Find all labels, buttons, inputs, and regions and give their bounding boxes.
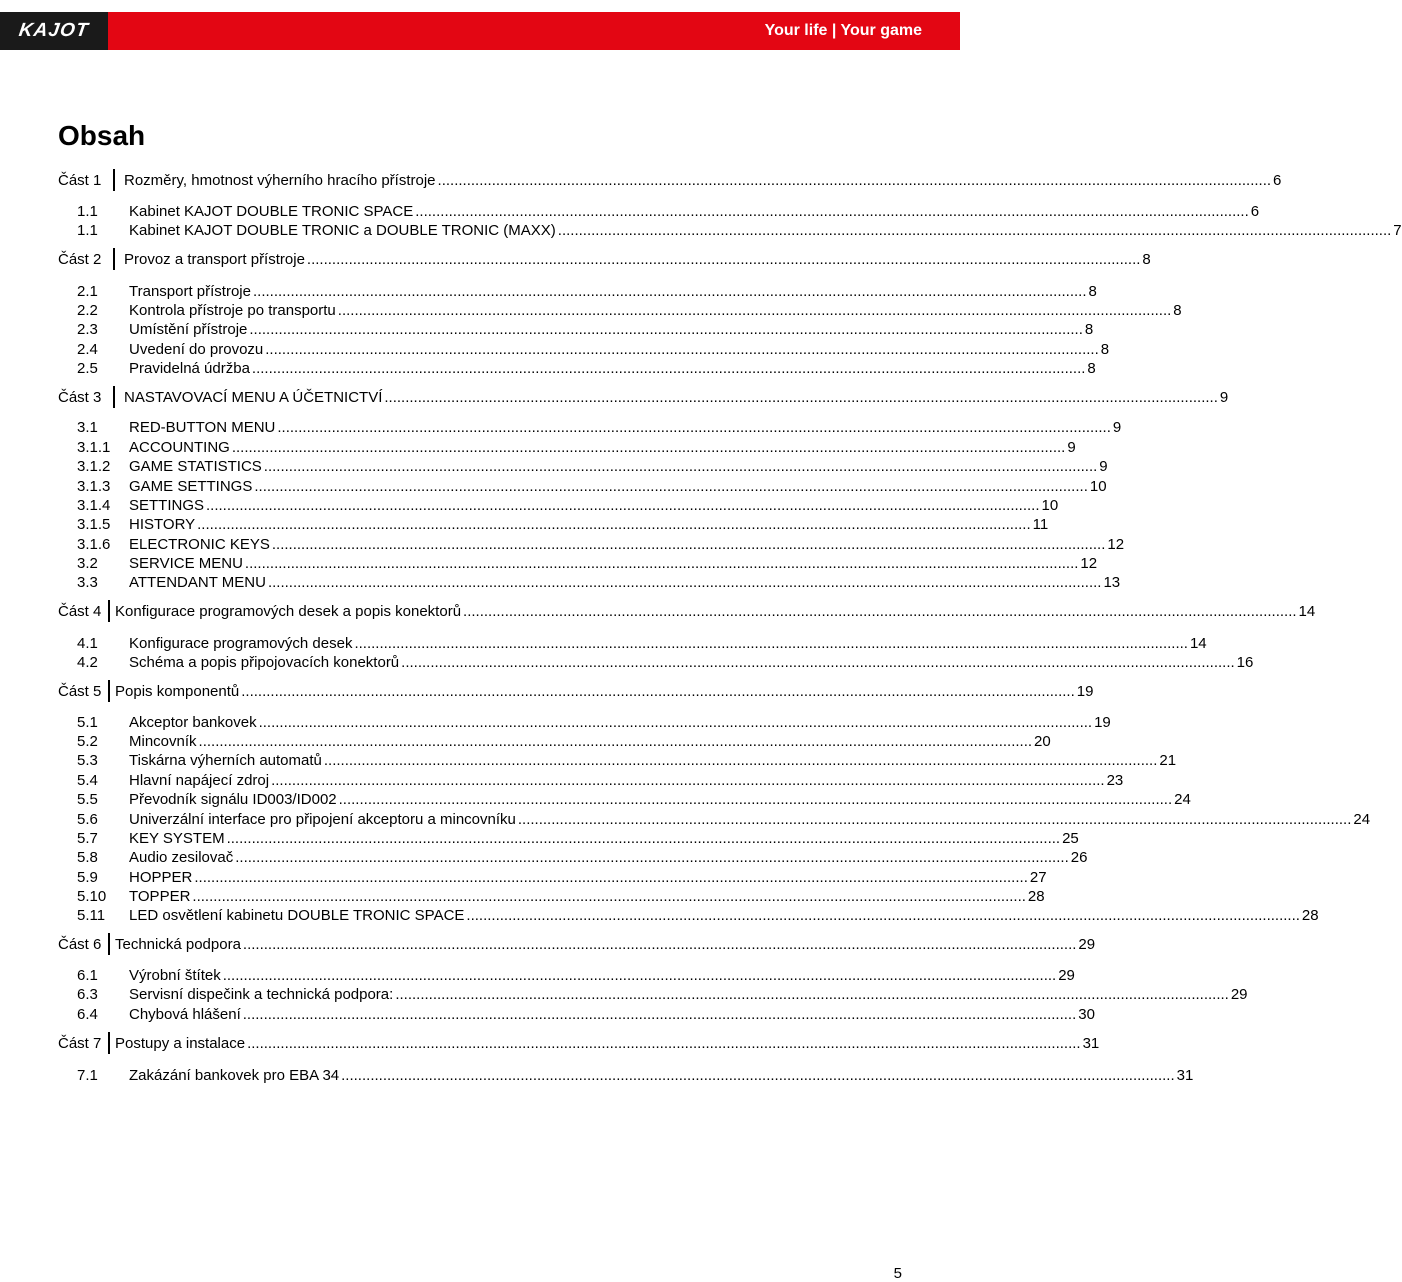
toc-number: Část 7	[58, 1035, 102, 1052]
dot-leader: ........................................................................................................................................................................................................	[395, 986, 1229, 1003]
toc-label: Převodník signálu ID003/ID002	[129, 791, 337, 808]
toc-number: 3.3	[77, 574, 98, 591]
toc-line	[129, 810, 1371, 830]
toc-page-number: 31	[1082, 1035, 1100, 1052]
part-separator-line	[108, 600, 110, 622]
toc-entry[interactable]	[0, 634, 1207, 654]
part-separator-line	[113, 386, 115, 408]
dot-leader: ........................................................................................................................................................................................................	[197, 516, 1031, 533]
toc-label: ELECTRONIC KEYS	[129, 536, 270, 553]
toc-entry[interactable]	[0, 535, 1125, 555]
dot-leader: ........................................................................................................................................................................................................	[267, 574, 1102, 591]
page-title: Obsah	[58, 120, 146, 151]
dot-leader: ........................................................................................................................................................................................................	[254, 478, 1088, 495]
toc-label: Postupy a instalace	[115, 1035, 246, 1052]
toc-line	[124, 171, 1282, 191]
dot-leader: ........................................................................................................................................................................................................	[271, 772, 1105, 789]
toc-page-number: 21	[1159, 752, 1177, 769]
toc-entry[interactable]	[0, 554, 1098, 574]
toc-page-number: 28	[1301, 907, 1319, 924]
toc-line	[124, 388, 1229, 408]
toc-label: Popis komponentů	[115, 683, 240, 700]
toc-entry[interactable]	[0, 282, 1097, 302]
toc-line	[129, 1005, 1095, 1025]
toc-page-number: 30	[1078, 1006, 1095, 1023]
dot-leader: ........................................................................................................................................................................................................	[557, 222, 1392, 239]
toc-entry[interactable]	[0, 810, 1371, 830]
toc-line	[129, 634, 1207, 654]
toc-page-number: 6	[1250, 203, 1260, 220]
dot-leader: ........................................................................................................................................................................................................	[401, 654, 1235, 671]
page-number: 5	[893, 1265, 902, 1282]
toc-page-number: 28	[1027, 888, 1045, 905]
toc-label: ACCOUNTING	[129, 439, 230, 456]
toc-number: 3.1.4	[77, 497, 111, 514]
toc-number: 5.2	[77, 733, 98, 750]
toc-label: Akceptor bankovek	[129, 714, 257, 731]
toc-page-number: 9	[1099, 458, 1108, 475]
toc-number: Část 1	[58, 172, 102, 189]
toc-entry[interactable]	[0, 887, 1045, 907]
toc-line	[129, 457, 1108, 477]
toc-label: GAME SETTINGS	[129, 478, 253, 495]
toc-part-entry[interactable]	[0, 250, 1151, 270]
toc-entry[interactable]	[0, 359, 1096, 379]
toc-page-number: 19	[1076, 683, 1094, 700]
toc-part-entry[interactable]	[0, 935, 1096, 955]
toc-label: Servisní dispečink a technická podpora:	[129, 986, 394, 1003]
toc-label: Kabinet KAJOT DOUBLE TRONIC SPACE	[129, 203, 414, 220]
dot-leader: ........................................................................................................................................................................................................	[206, 497, 1040, 514]
toc-entry[interactable]	[0, 985, 1248, 1005]
toc-page-number: 14	[1189, 635, 1207, 652]
dot-leader: ........................................................................................................................................................................................................	[231, 439, 1066, 456]
toc-entry[interactable]	[0, 829, 1079, 849]
toc-part-entry[interactable]	[0, 602, 1316, 622]
toc-label: Rozměry, hmotnost výherního hracího přístroje	[124, 172, 436, 189]
toc-line	[124, 250, 1151, 270]
toc-page-number: 14	[1298, 603, 1316, 620]
toc-number: 5.8	[77, 849, 98, 866]
toc-number: 3.2	[77, 555, 98, 572]
toc-number: 4.2	[77, 654, 98, 671]
dot-leader: ........................................................................................................................................................................................................	[258, 714, 1093, 731]
toc-label: Tiskárna výherních automatů	[129, 752, 322, 769]
toc-label: Mincovník	[129, 733, 197, 750]
toc-page-number: 7	[1393, 222, 1402, 239]
toc-label: Pravidelná údržba	[129, 360, 250, 377]
toc-number: 5.4	[77, 772, 98, 789]
toc-line	[129, 535, 1125, 555]
toc-number: 7.1	[77, 1067, 98, 1084]
toc-number: 6.1	[77, 967, 98, 984]
toc-line	[129, 515, 1049, 535]
part-separator-line	[108, 680, 110, 702]
dot-leader: ........................................................................................................................................................................................................	[249, 321, 1083, 338]
toc-number: 5.3	[77, 752, 98, 769]
dot-leader: ........................................................................................................................................................................................................	[192, 888, 1026, 905]
toc-line	[129, 340, 1110, 360]
toc-line	[129, 320, 1094, 340]
toc-line	[129, 202, 1260, 222]
dot-leader: ........................................................................................................................................................................................................	[242, 936, 1077, 953]
toc-label: Kabinet KAJOT DOUBLE TRONIC a DOUBLE TRONIC (MAXX)	[129, 222, 556, 239]
toc-number: 2.1	[77, 283, 98, 300]
toc-line	[129, 438, 1076, 458]
toc-page-number: 13	[1103, 574, 1121, 591]
toc-entry[interactable]	[0, 751, 1177, 771]
toc-entry[interactable]	[0, 320, 1094, 340]
toc-page-number: 20	[1034, 733, 1051, 750]
toc-entry[interactable]	[0, 457, 1108, 477]
dot-leader: ........................................................................................................................................................................................................	[337, 302, 1172, 319]
dot-leader: ........................................................................................................................................................................................................	[244, 555, 1079, 572]
toc-label: Provoz a transport přístroje	[124, 251, 305, 268]
toc-number: 5.7	[77, 830, 98, 847]
toc-number: 3.1.2	[77, 458, 111, 475]
toc-page-number: 8	[1142, 251, 1151, 268]
header-slogan: Your life | Your game	[764, 22, 922, 39]
dot-leader: ........................................................................................................................................................................................................	[194, 869, 1028, 886]
toc-label: Transport přístroje	[129, 283, 251, 300]
toc-part-entry[interactable]	[0, 171, 1282, 191]
toc-line	[129, 985, 1248, 1005]
toc-label: Konfigurace programových desek a popis konektorů	[115, 603, 462, 620]
dot-leader: ........................................................................................................................................................................................................	[517, 811, 1352, 828]
dot-leader: ........................................................................................................................................................................................................	[323, 752, 1158, 769]
toc-line	[129, 848, 1088, 868]
toc-line	[129, 790, 1191, 810]
toc-label: Technická podpora	[115, 936, 241, 953]
toc-entry[interactable]	[0, 848, 1088, 868]
toc-entry[interactable]	[0, 790, 1191, 810]
toc-entry[interactable]	[0, 573, 1121, 593]
part-separator-line	[113, 169, 115, 191]
toc-label: KEY SYSTEM	[129, 830, 225, 847]
toc-label: RED-BUTTON MENU	[129, 419, 276, 436]
toc-number: 6.3	[77, 986, 98, 1003]
toc-line	[129, 751, 1177, 771]
toc-page-number: 16	[1236, 654, 1254, 671]
dot-leader: ........................................................................................................................................................................................................	[338, 791, 1173, 808]
toc-label: NASTAVOVACÍ MENU A ÚČETNICTVÍ	[124, 389, 383, 406]
toc-page-number: 26	[1070, 849, 1088, 866]
dot-leader: ........................................................................................................................................................................................................	[251, 360, 1086, 377]
toc-page-number: 25	[1062, 830, 1079, 847]
dot-leader: ........................................................................................................................................................................................................	[463, 603, 1297, 620]
toc-number: Část 6	[58, 936, 102, 953]
page-header	[0, 12, 960, 50]
toc-line	[129, 868, 1047, 888]
toc-label: HOPPER	[129, 869, 193, 886]
toc-entry[interactable]	[0, 868, 1047, 888]
dot-leader: ........................................................................................................................................................................................................	[384, 389, 1218, 406]
toc-line	[129, 496, 1059, 516]
toc-line	[129, 418, 1122, 438]
toc-line	[129, 732, 1051, 752]
toc-page-number: 8	[1088, 283, 1097, 300]
toc-number: 3.1.6	[77, 536, 111, 553]
toc-line	[129, 713, 1111, 733]
toc-entry[interactable]	[0, 515, 1049, 535]
toc-number: 3.1.3	[77, 478, 111, 495]
toc-label: LED osvětlení kabinetu DOUBLE TRONIC SPACE	[129, 907, 465, 924]
toc-number: 5.9	[77, 869, 98, 886]
toc-label: HISTORY	[129, 516, 196, 533]
toc-entry[interactable]	[0, 713, 1111, 733]
toc-label: Kontrola přístroje po transportu	[129, 302, 336, 319]
toc-page-number: 8	[1100, 341, 1110, 358]
toc-label: Univerzální interface pro připojení akceptoru a mincovníku	[129, 811, 516, 828]
toc-entry[interactable]	[0, 301, 1182, 321]
toc-number: 2.2	[77, 302, 98, 319]
toc-line	[129, 573, 1121, 593]
toc-page-number: 9	[1067, 439, 1076, 456]
toc-page-number: 29	[1058, 967, 1075, 984]
toc-number: 5.11	[77, 907, 106, 924]
toc-entry[interactable]	[0, 202, 1260, 222]
logo-text: KAJOT	[17, 20, 91, 41]
toc-label: Uvedení do provozu	[129, 341, 264, 358]
dot-leader: ........................................................................................................................................................................................................	[277, 419, 1111, 436]
part-separator-line	[113, 248, 115, 270]
toc-line	[129, 887, 1045, 907]
toc-line	[129, 221, 1402, 241]
toc-page-number: 9	[1112, 419, 1122, 436]
toc-entry[interactable]	[0, 1005, 1095, 1025]
toc-number: 2.5	[77, 360, 98, 377]
toc-line	[129, 1066, 1194, 1086]
toc-number: Část 5	[58, 683, 102, 700]
toc-label: GAME STATISTICS	[129, 458, 262, 475]
toc-label: Umístění přístroje	[129, 321, 248, 338]
toc-entry[interactable]	[0, 438, 1076, 458]
toc-line	[129, 301, 1182, 321]
toc-page-number: 10	[1041, 497, 1059, 514]
toc-entry[interactable]	[0, 906, 1319, 926]
toc-line	[115, 935, 1096, 955]
toc-line	[129, 906, 1319, 926]
toc-entry[interactable]	[0, 1066, 1194, 1086]
toc-line	[129, 359, 1096, 379]
toc-line	[115, 1034, 1100, 1054]
dot-leader: ........................................................................................................................................................................................................	[263, 458, 1098, 475]
dot-leader: ........................................................................................................................................................................................................	[198, 733, 1033, 750]
toc-page-number: 24	[1353, 811, 1371, 828]
toc-line	[129, 477, 1107, 497]
toc-part-entry[interactable]	[0, 682, 1094, 702]
toc-label: Chybová hlášení	[129, 1006, 241, 1023]
toc-part-entry[interactable]	[0, 388, 1229, 408]
part-separator-line	[108, 933, 110, 955]
toc-label: Konfigurace programových desek	[129, 635, 353, 652]
toc-page-number: 23	[1106, 772, 1124, 789]
dot-leader: ........................................................................................................................................................................................................	[241, 683, 1075, 700]
toc-page-number: 6	[1273, 172, 1282, 189]
dot-leader: ........................................................................................................................................................................................................	[437, 172, 1272, 189]
toc-label: SETTINGS	[129, 497, 205, 514]
toc-part-entry[interactable]	[0, 1034, 1100, 1054]
toc-label: ATTENDANT MENU	[129, 574, 266, 591]
toc-page-number: 8	[1087, 360, 1096, 377]
toc-line	[129, 829, 1079, 849]
toc-page-number: 31	[1176, 1067, 1194, 1084]
toc-page-number: 29	[1078, 936, 1096, 953]
toc-number: 3.1	[77, 419, 98, 436]
toc-number: 3.1.5	[77, 516, 111, 533]
dot-leader: ........................................................................................................................................................................................................	[247, 1035, 1081, 1052]
dot-leader: ........................................................................................................................................................................................................	[265, 341, 1099, 358]
toc-page-number: 12	[1107, 536, 1125, 553]
toc-page-number: 11	[1032, 516, 1049, 533]
dot-leader: ........................................................................................................................................................................................................	[306, 251, 1141, 268]
dot-leader: ........................................................................................................................................................................................................	[354, 635, 1188, 652]
toc-entry[interactable]	[0, 653, 1254, 673]
toc-page-number: 29	[1230, 986, 1248, 1003]
toc-number: 4.1	[77, 635, 98, 652]
toc-entry[interactable]	[0, 966, 1075, 986]
toc-number: 6.4	[77, 1006, 98, 1023]
toc-number: Část 2	[58, 251, 102, 268]
toc-number: Část 3	[58, 389, 102, 406]
toc-line	[115, 602, 1316, 622]
toc-line	[129, 966, 1075, 986]
part-separator-line	[108, 1032, 110, 1054]
toc-page-number: 8	[1173, 302, 1182, 319]
toc-page-number: 10	[1089, 478, 1107, 495]
toc-page-number: 24	[1174, 791, 1191, 808]
dot-leader: ........................................................................................................................................................................................................	[253, 283, 1087, 300]
toc-label: Výrobní štítek	[129, 967, 221, 984]
toc-number: 1.1	[77, 222, 98, 239]
toc-number: 5.6	[77, 811, 98, 828]
toc-line	[129, 554, 1098, 574]
dot-leader: ........................................................................................................................................................................................................	[242, 1006, 1077, 1023]
kajot-logo	[0, 12, 108, 50]
toc-number: 5.10	[77, 888, 107, 905]
toc-line	[129, 653, 1254, 673]
toc-entry[interactable]	[0, 221, 1402, 241]
toc-page-number: 19	[1094, 714, 1111, 731]
dot-leader: ........................................................................................................................................................................................................	[271, 536, 1106, 553]
dot-leader: ........................................................................................................................................................................................................	[415, 203, 1249, 220]
toc-label: SERVICE MENU	[129, 555, 243, 572]
toc-entry[interactable]	[0, 418, 1122, 438]
toc-entry[interactable]	[0, 340, 1110, 360]
dot-leader: ........................................................................................................................................................................................................	[226, 830, 1061, 847]
toc-number: 5.5	[77, 791, 98, 808]
toc-page-number: 9	[1219, 389, 1229, 406]
toc-page-number: 8	[1084, 321, 1094, 338]
toc-page-number: 12	[1080, 555, 1098, 572]
toc-number: 3.1.1	[77, 439, 111, 456]
toc-number: 2.4	[77, 341, 98, 358]
toc-entry[interactable]	[0, 496, 1059, 516]
toc-label: Zakázání bankovek pro EBA 34	[129, 1067, 340, 1084]
toc-number: Část 4	[58, 603, 102, 620]
toc-label: Hlavní napájecí zdroj	[129, 772, 270, 789]
dot-leader: ........................................................................................................................................................................................................	[466, 907, 1300, 924]
toc-line	[115, 682, 1094, 702]
toc-label: Schéma a popis připojovacích konektorů	[129, 654, 400, 671]
toc-line	[129, 771, 1124, 791]
toc-page-number: 27	[1029, 869, 1047, 886]
dot-leader: ........................................................................................................................................................................................................	[222, 967, 1057, 984]
toc-entry[interactable]	[0, 477, 1107, 497]
toc-label: Audio zesilovač	[129, 849, 234, 866]
dot-leader: ........................................................................................................................................................................................................	[235, 849, 1069, 866]
toc-label: TOPPER	[129, 888, 191, 905]
toc-number: 5.1	[77, 714, 98, 731]
toc-line	[129, 282, 1097, 302]
dot-leader: ........................................................................................................................................................................................................	[341, 1067, 1175, 1084]
toc-entry[interactable]	[0, 732, 1051, 752]
toc-number: 1.1	[77, 203, 98, 220]
toc-entry[interactable]	[0, 771, 1124, 791]
toc-number: 2.3	[77, 321, 98, 338]
